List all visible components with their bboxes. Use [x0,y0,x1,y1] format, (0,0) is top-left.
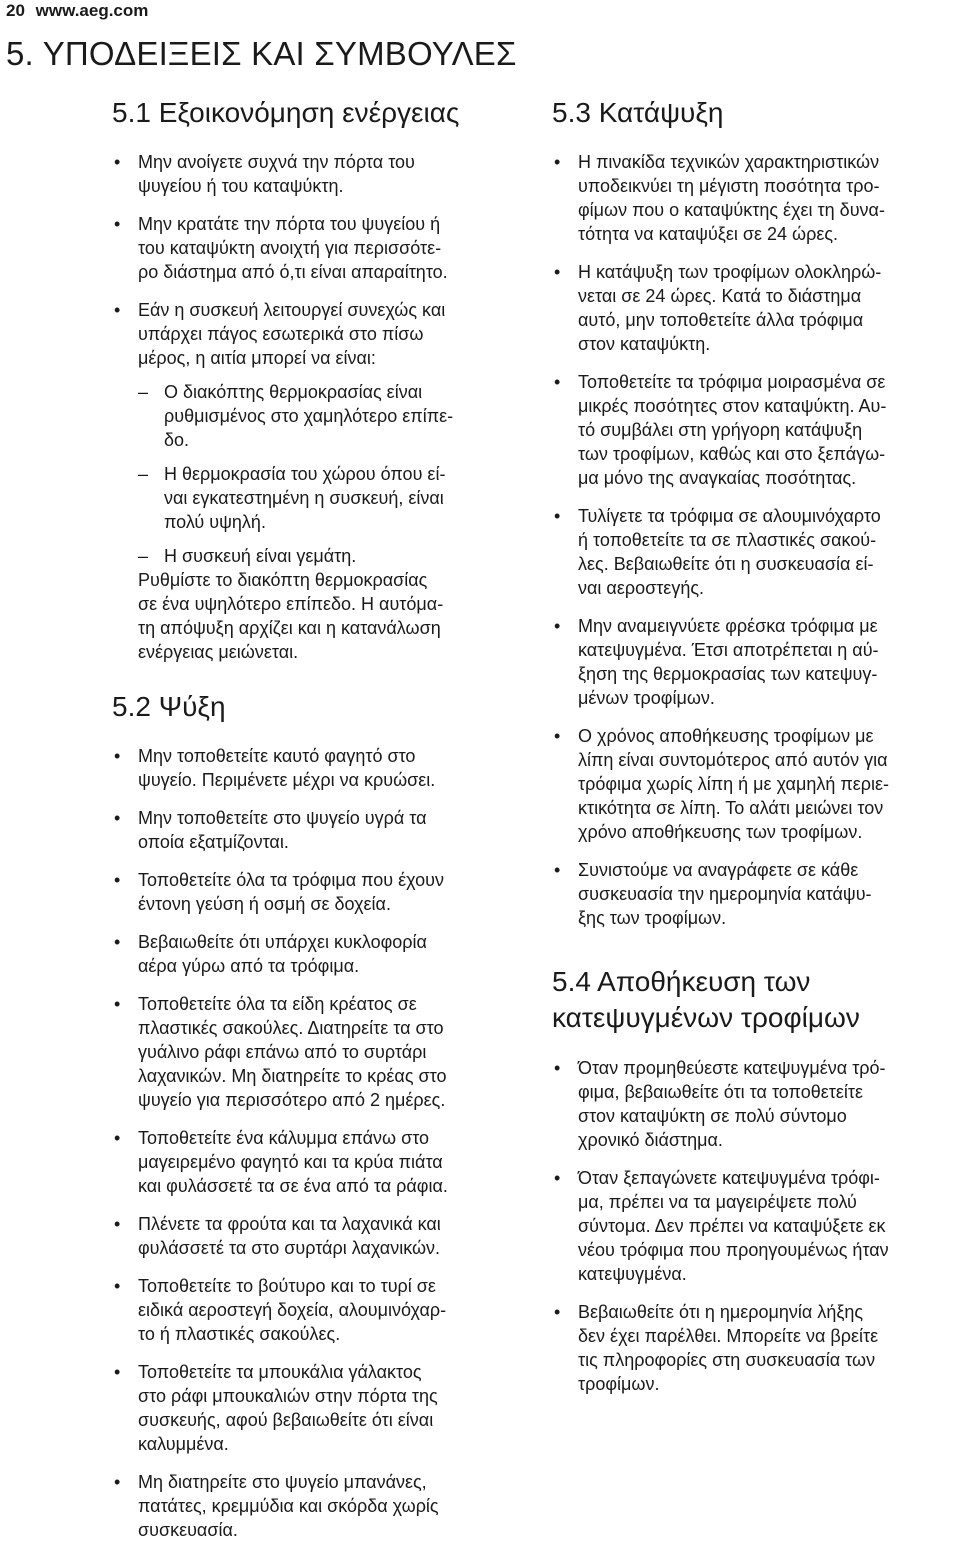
text-line: πλαστικές σακούλες. Διατηρείτε τα στο [138,1018,444,1038]
section-title-frozen-storage [552,964,952,1036]
section-title-line: κατεψυγμένων τροφίμων [552,1002,860,1033]
text-line: μα μόνο της αναγκαίας ποσότητας. [578,468,857,488]
list-item [138,544,532,568]
text-line: δεν έχει παρέλθει. Μπορείτε να βρείτε [578,1326,879,1346]
text-line: στο ράφι μπουκαλιών στην πόρτα της [138,1386,438,1406]
text-line: οποία εξατμίζονται. [138,832,289,852]
text-line: ρυθμισμένος στο χαμηλότερο επίπε- [164,406,454,426]
text-line: ρο διάστημα από ό,τι είναι απαραίτητο. [138,262,448,282]
text-line: ναι εγκατεστημένη η συσκευή, είναι [164,488,444,508]
text-line: • Βεβαιωθείτε ότι υπάρχει κυκλοφορία [138,932,427,952]
text-line: • Εάν η συσκευή λειτουργεί συνεχώς και [138,300,446,320]
text-line: συσκευασία την ημερομηνία κατάψυ- [578,884,872,904]
text-line: • Πλένετε τα φρούτα και τα λαχανικά και [138,1214,441,1234]
text-line: φίμων που ο καταψύκτης έχει τη δυνα- [578,200,885,220]
text-line: κατεψυγμένα. Έτσι αποτρέπεται η αύ- [578,640,879,660]
list-item [552,614,952,710]
text-line: τότητα να καταψύξει σε 24 ώρες. [578,224,839,244]
text-line: • Τυλίγετε τα τρόφιμα σε αλουμινόχαρτο [578,506,881,526]
text-line: λες. Βεβαιωθείτε ότι η συσκευασία εί- [578,554,874,574]
text-line: έντονη γεύση ή οσμή σε δοχεία. [138,894,391,914]
page-number: 20 [6,1,25,20]
text-line: • Όταν προμηθεύεστε κατεψυγμένα τρό- [578,1058,886,1078]
text-line: • Μην τοποθετείτε καυτό φαγητό στο [138,746,416,766]
frozen-storage-list [552,1056,952,1396]
text-line: σε ένα υψηλότερο επίπεδο. Η αυτόμα- [138,594,444,614]
text-line: υποδεικνύει τη μέγιστη ποσότητα τρο- [578,176,880,196]
text-line: • Τοποθετείτε όλα τα τρόφιμα που έχουν [138,870,444,890]
text-line: ξης των τροφίμων. [578,908,727,928]
list-item [112,1126,532,1198]
text-line: το ή πλαστικές σακούλες. [138,1324,341,1344]
text-line: των τροφίμων, καθώς και στο ξεπάγω- [578,444,886,464]
text-line: τρόφιμα χωρίς λίπη ή με χαμηλή περιε- [578,774,890,794]
text-line: • Η πινακίδα τεχνικών χαρακτηριστικών [578,152,880,172]
list-item [112,930,532,978]
list-item [138,380,532,452]
cooling-list [112,744,532,1542]
text-line: αέρα γύρω από τα τρόφιμα. [138,956,360,976]
text-line: χρόνο αποθήκευσης των τροφίμων. [578,822,863,842]
text-line: • Τοποθετείτε το βούτυρο και το τυρί σε [138,1276,436,1296]
text-line: – Ο διακόπτης θερμοκρασίας είναι [164,382,423,402]
text-line: υπάρχει πάγος εσωτερικά στο πίσω [138,324,424,344]
text-line: ειδικά αεροστεγή δοχεία, αλουμινόχαρ- [138,1300,447,1320]
text-line: ναι αεροστεγής. [578,578,705,598]
list-item [112,806,532,854]
text-line: ψυγείο για περισσότερο από 2 ημέρες. [138,1090,446,1110]
text-line: ενέργειας μειώνεται. [138,642,299,662]
text-line: • Μην αναμειγνύετε φρέσκα τρόφιμα με [578,616,878,636]
text-line: γυάλινο ράφι επάνω από το συρτάρι [138,1042,427,1062]
right-column [552,96,952,1410]
text-line: μέρος, η αιτία μπορεί να είναι: [138,348,376,368]
text-line: στον καταψύκτη σε πολύ σύντομο [578,1106,847,1126]
text-line: φιμα, βεβαιωθείτε ότι τα τοποθετείτε [578,1082,864,1102]
text-line: – Η θερμοκρασία του χώρου όπου εί- [164,464,446,484]
text-line: λίπη είναι συντομότερος από αυτόν για [578,750,888,770]
text-line: πατάτες, κρεμμύδια και σκόρδα χωρίς [138,1496,439,1516]
text-line: νεται σε 24 ώρες. Κατά το διάστημα [578,286,862,306]
text-line: τροφίμων. [578,1374,660,1394]
text-line: – Η συσκευή είναι γεμάτη. [164,546,357,566]
text-line: • Τοποθετείτε τα τρόφιμα μοιρασμένα σε [578,372,886,392]
text-line: • Μη διατηρείτε στο ψυγείο μπανάνες, [138,1472,427,1492]
list-item [112,744,532,792]
text-line: Ρυθμίστε το διακόπτη θερμοκρασίας [138,570,428,590]
text-line: δο. [164,430,190,450]
text-line: ξηση της θερμοκρασίας των κατεψυγ- [578,664,878,684]
text-line: • Τοποθετείτε τα μπουκάλια γάλακτος [138,1362,422,1382]
text-line: • Όταν ξεπαγώνετε κατεψυγμένα τρόφι- [578,1168,880,1188]
text-line: • Τοποθετείτε ένα κάλυμμα επάνω στο [138,1128,430,1148]
list-item [112,1470,532,1542]
text-line: • Η κατάψυξη των τροφίμων ολοκληρώ- [578,262,882,282]
text-line: τη απόψυξη αρχίζει και η κατανάλωση [138,618,441,638]
text-line: μικρές ποσότητες στον καταψύκτη. Αυ- [578,396,887,416]
text-line: • Μην κρατάτε την πόρτα του ψυγείου ή [138,214,441,234]
list-item [112,150,532,198]
text-line: • Τοποθετείτε όλα τα είδη κρέατος σε [138,994,417,1014]
list-item [552,724,952,844]
causes-list [138,380,532,568]
page-header [6,0,148,22]
text-line: σύντομα. Δεν πρέπει να καταψύξετε εκ [578,1216,886,1236]
list-item [552,370,952,490]
text-line: κατεψυγμένα. [578,1264,687,1284]
section-title-energy-saving: 5.1 Εξοικονόμηση ενέργειας [112,97,460,128]
list-item [112,298,532,664]
list-item [552,150,952,246]
list-item [112,868,532,916]
list-item [552,504,952,600]
text-line: τις πληροφορίες στη συσκευασία των [578,1350,876,1370]
text-line: συσκευασία. [138,1520,238,1540]
text-line: μένων τροφίμων. [578,688,715,708]
text-line: ψυγείου ή του καταψύκτη. [138,176,344,196]
list-item [552,1056,952,1152]
text-line: • Βεβαιωθείτε ότι η ημερομηνία λήξης [578,1302,864,1322]
text-line: ψυγείο. Περιμένετε μέχρι να κρυώσει. [138,770,436,790]
text-line: λαχανικών. Μη διατηρείτε το κρέας στο [138,1066,447,1086]
list-item [112,1274,532,1346]
text-line: ή τοποθετείτε τα σε πλαστικές σακού- [578,530,877,550]
text-line: μαγειρεμένο φαγητό και τα κρύα πιάτα [138,1152,443,1172]
list-item [552,1300,952,1396]
text-line: • Μην τοποθετείτε στο ψυγείο υγρά τα [138,808,427,828]
text-line: τό συμβάλει στη γρήγορη κατάψυξη [578,420,863,440]
text-line: στον καταψύκτη. [578,334,711,354]
text-line: πολύ υψηλή. [164,512,266,532]
website-url: www.aeg.com [35,1,149,20]
section-title-freezing: 5.3 Κατάψυξη [552,97,724,128]
energy-saving-list [112,150,532,664]
chapter-title: 5. ΥΠΟΔΕΙΞΕΙΣ ΚΑΙ ΣΥΜΒΟΥΛΕΣ [6,35,517,72]
list-item [112,212,532,284]
text-line: μα, πρέπει να τα μαγειρέψετε πολύ [578,1192,857,1212]
list-item [552,858,952,930]
list-item [112,1212,532,1260]
text-line: αυτό, μην τοποθετείτε άλλα τρόφιμα [578,310,864,330]
text-line: • Συνιστούμε να αναγράφετε σε κάθε [578,860,859,880]
list-item [552,1166,952,1286]
list-item [112,992,532,1112]
list-item [552,260,952,356]
text-line: και φυλάσσετέ τα σε ένα από τα ράφια. [138,1176,448,1196]
text-line: • Μην ανοίγετε συχνά την πόρτα του [138,152,415,172]
text-line: χρονικό διάστημα. [578,1130,723,1150]
text-line: • Ο χρόνος αποθήκευσης τροφίμων με [578,726,874,746]
text-line: νέου τρόφιμα που προηγουμένως ήταν [578,1240,889,1260]
list-item-text [138,298,532,370]
section-title-cooling: 5.2 Ψύξη [112,691,226,722]
list-item [138,462,532,534]
text-line: του καταψύκτη ανοιχτή για περισσότε- [138,238,442,258]
list-item [112,1360,532,1456]
text-line: κτικότητα σε λίπη. Το αλάτι μειώνει τον [578,798,884,818]
text-line: συσκευής, αφού βεβαιωθείτε ότι είναι [138,1410,434,1430]
text-line: φυλάσσετέ τα στο συρτάρι λαχανικών. [138,1238,441,1258]
section-title-line: 5.4 Αποθήκευση των [552,966,811,997]
text-line: καλυμμένα. [138,1434,229,1454]
freezing-list [552,150,952,930]
remedy-text [138,568,532,664]
left-column [112,96,532,1556]
